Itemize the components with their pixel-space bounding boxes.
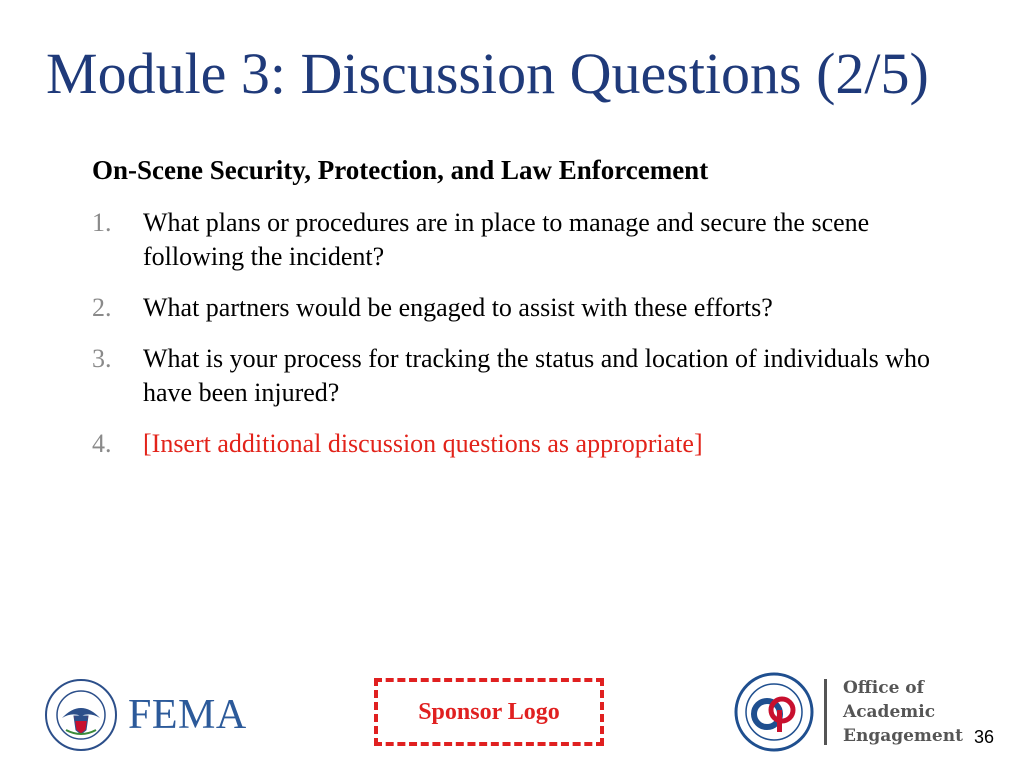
question-item xyxy=(92,342,972,410)
section-heading: On-Scene Security, Protection, and Law Enforcement xyxy=(92,155,709,185)
question-item xyxy=(92,206,972,274)
question-number: 4. xyxy=(92,429,112,458)
page-number: 36 xyxy=(974,727,995,747)
question-item xyxy=(92,291,972,325)
divider xyxy=(824,679,827,745)
dhs-seal-icon xyxy=(44,678,118,752)
office-line: Office of xyxy=(843,678,924,698)
sponsor-logo-label: Sponsor Logo xyxy=(418,698,560,725)
office-line: Engagement xyxy=(843,726,963,746)
slide-title: Module 3: Discussion Questions (2/5) xyxy=(46,41,929,106)
question-text: What is your process for tracking the status and location of individuals who have been injured? xyxy=(143,344,931,407)
fema-logo xyxy=(44,678,247,752)
office-line: Academic xyxy=(843,702,936,722)
question-number: 3. xyxy=(92,344,112,373)
question-text: What partners would be engaged to assist with these efforts? xyxy=(143,293,773,322)
fema-wordmark: FEMA xyxy=(128,692,247,738)
question-list xyxy=(92,206,972,478)
sponsor-logo-placeholder xyxy=(374,678,604,746)
question-item xyxy=(92,427,972,461)
question-number: 1. xyxy=(92,208,112,237)
question-number: 2. xyxy=(92,293,112,322)
office-text xyxy=(843,676,963,748)
campus-resilience-program-seal-icon xyxy=(734,672,814,752)
office-academic-engagement-logo xyxy=(734,672,963,752)
question-text: What plans or procedures are in place to manage and secure the scene following the incident? xyxy=(143,208,870,271)
placeholder-question-text: [Insert additional discussion questions as appropriate] xyxy=(143,429,703,458)
